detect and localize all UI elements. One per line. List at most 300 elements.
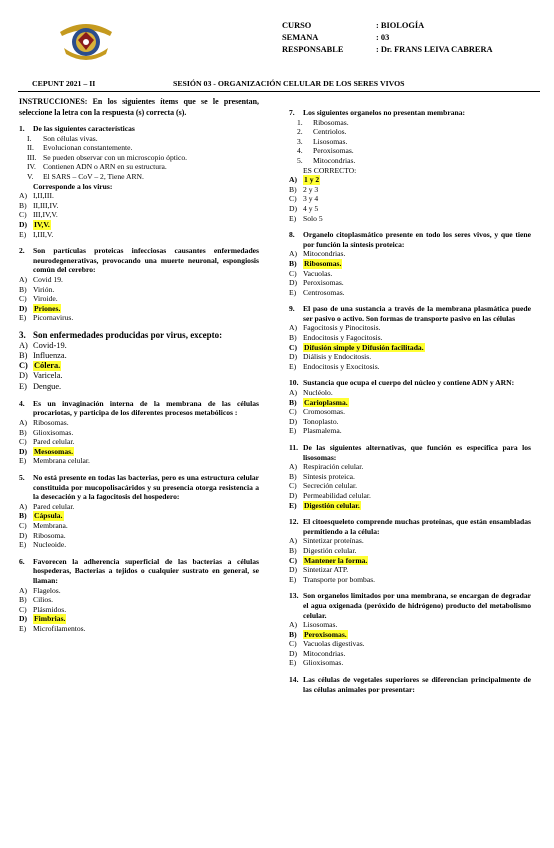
option-letter: E) xyxy=(19,456,27,466)
option-text: Lisosomas. xyxy=(303,620,338,630)
option-text: Nucléolo. xyxy=(303,388,333,398)
answer-option xyxy=(19,521,259,531)
meta-row xyxy=(282,44,493,56)
statement-number: 1. xyxy=(297,117,303,127)
statement-text: Son células vivas. xyxy=(43,133,98,143)
option-text: Vacuolas. xyxy=(303,268,333,278)
answer-option xyxy=(19,531,259,541)
question-text: Los siguientes organelos no presentan membrana: xyxy=(303,108,466,117)
meta-value: : Dr. FRANS LEIVA CABRERA xyxy=(376,45,493,54)
option-text: Ribosomas. xyxy=(304,258,342,268)
option-text: Varicela. xyxy=(33,371,63,381)
answer-option xyxy=(289,249,531,259)
answer-option xyxy=(19,285,259,295)
option-letter: C) xyxy=(289,407,297,417)
option-text: Centrosomas. xyxy=(303,287,345,297)
question-number: 11. xyxy=(289,443,299,452)
question-text: Son organelos limitados por una membrana, se encargan de degradar el agua oxigenada (peróxido de hidrógeno) producto del metabolismo celular. xyxy=(303,591,531,620)
question-number: 6. xyxy=(19,556,25,566)
statement-text: Centriolos. xyxy=(313,127,347,137)
answer-option xyxy=(289,575,531,585)
option-text: Mitocondrias. xyxy=(303,249,346,259)
question-stem xyxy=(289,443,531,462)
answer-option xyxy=(19,341,259,351)
statement-number: 3. xyxy=(297,136,303,146)
question-text: No está presente en todas las bacterias, pero es una estructura celular constituida por mucopolisacáridos y su presencia otorga resistencia a la desecación y a la fagocitosis del hospedero: xyxy=(33,473,259,502)
option-text: 4 y 5 xyxy=(303,203,319,213)
question-prompt: ES CORRECTO: xyxy=(303,165,357,175)
option-letter: E) xyxy=(289,287,297,297)
answer-option-correct xyxy=(289,343,531,353)
option-letter: E) xyxy=(19,381,27,391)
question-item xyxy=(289,230,531,297)
option-letter: B) xyxy=(289,629,297,639)
option-letter: A) xyxy=(19,585,28,595)
option-letter: E) xyxy=(289,213,297,223)
option-letter: C) xyxy=(289,555,298,565)
option-text: Pared celular. xyxy=(33,437,75,447)
option-letter: A) xyxy=(289,175,298,185)
question-item xyxy=(289,304,531,371)
option-letter: E) xyxy=(19,313,27,323)
answer-option xyxy=(19,382,259,392)
left-column xyxy=(19,96,259,641)
option-text: Priones. xyxy=(34,303,61,313)
statement-item xyxy=(19,172,259,182)
option-letter: D) xyxy=(289,416,298,426)
option-text: Digestión celular. xyxy=(303,545,357,555)
option-letter: E) xyxy=(19,623,27,633)
statement-item xyxy=(19,162,259,172)
question-text: Es un invaginación interna de la membrana de las células procariotas, y participa de los diferentes procesos metabólicos : xyxy=(33,398,259,418)
option-letter: B) xyxy=(19,427,27,437)
option-text: Sintetizar ATP. xyxy=(303,565,349,575)
statement-item xyxy=(289,137,531,147)
question-item xyxy=(289,443,531,510)
option-text: Pared celular. xyxy=(33,501,75,511)
option-text: Peroxisomas. xyxy=(303,278,344,288)
meta-key: CURSO xyxy=(282,21,312,30)
option-text: 3 y 4 xyxy=(303,194,319,204)
option-text: Endocitosis y Exocitosis. xyxy=(303,361,380,371)
statement-item xyxy=(19,143,259,153)
answer-option xyxy=(289,333,531,343)
question-item xyxy=(289,591,531,668)
option-text: Tonoplasto. xyxy=(303,416,339,426)
answer-option-correct xyxy=(19,511,259,521)
course-code: CEPUNT 2021 – II xyxy=(32,79,96,88)
question-text: Organelo citoplasmático presente en todo los seres vivos, y que tiene por función la síntesis proteica: xyxy=(303,230,531,249)
option-letter: B) xyxy=(19,200,27,210)
question-stem xyxy=(289,108,531,118)
question-item xyxy=(19,124,259,239)
option-text: 2 y 3 xyxy=(303,184,319,194)
question-text: De las siguientes alternativas, que función es específica para los lisosomas: xyxy=(303,443,531,462)
question-number: 8. xyxy=(289,230,295,240)
option-letter: B) xyxy=(19,351,28,361)
question-text: Son partículas proteicas infecciosas causantes enfermedades neurodegenerativas, provocando una muerte neuronal, espongiosis común del cerebro: xyxy=(33,246,259,275)
option-letter: E) xyxy=(289,361,297,371)
option-letter: A) xyxy=(19,340,28,350)
course-meta xyxy=(282,20,493,56)
option-letter: A) xyxy=(289,323,298,333)
option-text: Influenza. xyxy=(33,351,67,361)
answer-option xyxy=(19,502,259,512)
option-text: Flagelos. xyxy=(33,585,61,595)
option-letter: C) xyxy=(19,361,28,371)
option-text: Difusión simple y Difusión facilitada. xyxy=(304,342,424,352)
option-text: Glioxisomas. xyxy=(303,658,344,668)
option-letter: A) xyxy=(19,418,28,428)
answer-option-correct xyxy=(19,220,259,230)
answer-option-correct xyxy=(289,259,531,269)
option-text: Membrana celular. xyxy=(33,456,90,466)
question-item xyxy=(19,557,259,634)
answer-option-correct xyxy=(289,556,531,566)
session-title: SESIÓN 03 - ORGANIZACIÓN CELULAR DE LOS SERES VIVOS xyxy=(173,79,405,88)
question-item xyxy=(19,399,259,466)
answer-option xyxy=(289,388,531,398)
question-text: El paso de una sustancia a través de la membrana plasmática puede ser pasivo o activo. Son formas de transporte pasivo en las células xyxy=(303,304,531,323)
option-letter: C) xyxy=(19,294,27,304)
option-letter: B) xyxy=(289,397,297,407)
option-text: Cólera. xyxy=(34,361,61,371)
option-letter: D) xyxy=(289,565,298,575)
option-letter: A) xyxy=(289,388,298,398)
option-text: Ribosomas. xyxy=(33,418,69,428)
option-letter: A) xyxy=(289,536,298,546)
question-stem xyxy=(19,246,259,275)
statement-number: III. xyxy=(27,152,37,162)
answer-option-correct xyxy=(19,614,259,624)
option-text: Secreción celular. xyxy=(303,481,357,491)
option-text: Dengue. xyxy=(33,381,62,391)
option-text: Mitocondrias. xyxy=(303,648,346,658)
option-text: Endocitosis y Fagocitosis. xyxy=(303,333,383,343)
answer-option xyxy=(289,362,531,372)
option-letter: A) xyxy=(19,274,28,284)
answer-option xyxy=(19,428,259,438)
answer-option xyxy=(289,491,531,501)
question-item xyxy=(289,378,531,436)
header-divider xyxy=(18,91,540,92)
option-letter: C) xyxy=(289,639,297,649)
statement-item xyxy=(289,156,531,166)
option-text: Virión. xyxy=(33,284,55,294)
option-text: Permeabilidad celular. xyxy=(303,490,371,500)
statement-text: Lisosomas. xyxy=(313,136,348,146)
statement-text: Peroxisomas. xyxy=(313,146,354,156)
option-letter: B) xyxy=(19,595,27,605)
option-letter: D) xyxy=(19,371,28,381)
option-text: I,III,V. xyxy=(33,229,54,239)
question-stem xyxy=(19,399,259,418)
option-text: Vacuolas digestivas. xyxy=(303,639,365,649)
meta-key: SEMANA xyxy=(282,33,319,42)
answer-option xyxy=(19,456,259,466)
question-stem xyxy=(19,330,259,341)
option-text: IV,V. xyxy=(34,219,50,229)
question-number: 13. xyxy=(289,591,299,601)
option-text: Covid 19. xyxy=(33,274,63,284)
answer-option xyxy=(289,536,531,546)
option-letter: E) xyxy=(289,426,297,436)
option-letter: C) xyxy=(289,342,298,352)
answer-option xyxy=(19,201,259,211)
answer-option xyxy=(289,620,531,630)
statement-number: II. xyxy=(27,143,34,153)
answer-option xyxy=(19,605,259,615)
answer-option xyxy=(289,417,531,427)
answer-option xyxy=(19,191,259,201)
option-letter: E) xyxy=(289,658,297,668)
option-text: Cápsula. xyxy=(34,511,63,521)
university-seal-logo xyxy=(52,18,120,62)
statement-number: V. xyxy=(27,171,34,181)
question-text: Son enfermedades producidas por virus, excepto: xyxy=(33,329,223,340)
option-text: Membrana. xyxy=(33,521,68,531)
statement-text: Ribosomas. xyxy=(313,117,349,127)
option-letter: B) xyxy=(289,333,297,343)
answer-option xyxy=(19,624,259,634)
question-number: 1. xyxy=(19,124,25,133)
answer-option xyxy=(19,351,259,361)
option-text: Plasmalema. xyxy=(303,426,342,436)
question-number: 7. xyxy=(289,108,295,117)
answer-option xyxy=(19,586,259,596)
option-letter: D) xyxy=(289,490,298,500)
option-text: Solo 5 xyxy=(303,213,323,223)
option-letter: B) xyxy=(289,545,297,555)
statement-item xyxy=(19,153,259,163)
option-text: Transporte por bombas. xyxy=(303,574,376,584)
option-letter: C) xyxy=(19,437,27,447)
option-letter: C) xyxy=(289,194,297,204)
question-stem xyxy=(289,230,531,249)
answer-option-correct xyxy=(289,630,531,640)
answer-option xyxy=(289,481,531,491)
option-letter: A) xyxy=(289,620,298,630)
answer-option xyxy=(289,352,531,362)
statement-text: Mitocondrias. xyxy=(313,155,356,165)
answer-option xyxy=(19,418,259,428)
statement-item xyxy=(19,134,259,144)
answer-option xyxy=(289,658,531,668)
question-number: 4. xyxy=(19,398,25,408)
statement-text: El SARS – CoV – 2, Tiene ARN. xyxy=(43,171,144,181)
statement-item xyxy=(289,127,531,137)
answer-option-correct xyxy=(289,501,531,511)
question-stem xyxy=(289,675,531,694)
option-letter: E) xyxy=(289,500,297,510)
answer-option-correct xyxy=(289,398,531,408)
answer-option xyxy=(19,437,259,447)
option-text: Síntesis proteica. xyxy=(303,471,355,481)
option-text: Picornavirus. xyxy=(33,313,74,323)
answer-option xyxy=(289,288,531,298)
answer-option-correct xyxy=(289,175,531,185)
answer-option xyxy=(289,565,531,575)
instructions: INSTRUCCIONES: En los siguientes ítems que se le presentan, seleccione la letra con la respuesta (s) correcta (s). xyxy=(19,97,259,117)
option-letter: D) xyxy=(289,648,298,658)
option-letter: C) xyxy=(19,210,27,220)
option-letter: B) xyxy=(19,511,27,521)
option-text: I,II,III. xyxy=(33,191,54,201)
question-item xyxy=(19,473,259,550)
option-text: Sintetizar proteínas. xyxy=(303,536,364,546)
question-stem xyxy=(289,304,531,323)
answer-option xyxy=(19,540,259,550)
option-letter: D) xyxy=(19,530,28,540)
question-item xyxy=(289,675,531,694)
answer-option xyxy=(289,278,531,288)
answer-option-correct xyxy=(19,304,259,314)
option-text: Mantener la forma. xyxy=(304,555,368,565)
statement-number: 4. xyxy=(297,146,303,156)
option-text: Nucleoide. xyxy=(33,540,67,550)
question-text: Favorecen la adherencia superficial de las bacterias a células hospederas, Bacterias a tejidos o cualquier sustrato en general, se llaman: xyxy=(33,556,259,585)
option-text: Fimbrias. xyxy=(34,614,66,624)
option-letter: D) xyxy=(19,303,28,313)
answer-option xyxy=(19,294,259,304)
option-letter: C) xyxy=(289,268,297,278)
question-number: 2. xyxy=(19,246,25,256)
answer-option xyxy=(289,204,531,214)
option-text: Plásmidos. xyxy=(33,604,67,614)
statement-number: 5. xyxy=(297,155,303,165)
answer-option xyxy=(289,407,531,417)
answer-option xyxy=(19,371,259,381)
answer-option xyxy=(19,595,259,605)
option-text: Cromosomas. xyxy=(303,407,345,417)
answer-option xyxy=(289,269,531,279)
answer-option-correct xyxy=(19,361,259,371)
question-prompt: Corresponde a los virus: xyxy=(33,181,113,191)
option-letter: A) xyxy=(289,249,298,259)
option-letter: D) xyxy=(289,352,298,362)
statement-item xyxy=(289,118,531,128)
statement-number: 2. xyxy=(297,127,303,137)
statement-number: I. xyxy=(27,133,32,143)
question-text: Las células de vegetales superiores se diferencian principalmente de las células animales por presentar: xyxy=(303,675,531,694)
option-letter: D) xyxy=(19,219,28,229)
answer-option xyxy=(289,194,531,204)
question-number: 5. xyxy=(19,473,25,483)
statement-text: Contienen ADN o ARN en su estructura. xyxy=(43,162,167,172)
option-letter: D) xyxy=(19,614,28,624)
question-stem xyxy=(289,591,531,620)
question-item xyxy=(19,246,259,323)
option-text: Fagocitosis y Pinocitosis. xyxy=(303,323,381,333)
answer-option-correct xyxy=(19,447,259,457)
option-text: Cilios. xyxy=(33,595,54,605)
meta-key: RESPONSABLE xyxy=(282,45,344,54)
answer-option xyxy=(19,230,259,240)
option-text: 1 y 2 xyxy=(304,175,320,185)
answer-option xyxy=(19,313,259,323)
option-letter: B) xyxy=(289,184,297,194)
answer-option xyxy=(289,323,531,333)
answer-option xyxy=(289,472,531,482)
question-number: 10. xyxy=(289,378,299,388)
answer-option xyxy=(289,185,531,195)
option-text: Glioxisomas. xyxy=(33,427,74,437)
question-number: 14. xyxy=(289,675,299,685)
statement-number: IV. xyxy=(27,162,36,172)
option-text: Carioplasma. xyxy=(304,397,348,407)
option-text: Diálisis y Endocitosis. xyxy=(303,352,372,362)
meta-row xyxy=(282,20,493,32)
answer-option xyxy=(289,649,531,659)
option-letter: B) xyxy=(19,284,27,294)
meta-value: : 03 xyxy=(376,33,390,42)
statement-item xyxy=(289,146,531,156)
answer-option xyxy=(289,214,531,224)
answer-option xyxy=(289,639,531,649)
answer-option xyxy=(289,462,531,472)
option-letter: E) xyxy=(19,229,27,239)
option-text: Ribosoma. xyxy=(33,530,66,540)
question-number: 12. xyxy=(289,517,299,527)
question-text: Sustancia que ocupa el cuerpo del núcleo y contiene ADN y ARN: xyxy=(303,378,515,388)
option-letter: B) xyxy=(289,471,297,481)
answer-option xyxy=(19,275,259,285)
option-text: Mesosomas. xyxy=(34,446,74,456)
option-letter: E) xyxy=(19,540,27,550)
option-text: Viroide. xyxy=(33,294,58,304)
question-stem xyxy=(19,124,259,134)
question-item xyxy=(289,108,531,223)
question-stem xyxy=(289,378,531,388)
question-item xyxy=(19,330,259,392)
answer-option xyxy=(19,210,259,220)
option-letter: D) xyxy=(19,446,28,456)
option-text: Respiración celular. xyxy=(303,462,364,472)
option-text: III,IV,V. xyxy=(33,210,58,220)
option-letter: A) xyxy=(19,501,28,511)
question-number: 3. xyxy=(19,329,26,340)
answer-option xyxy=(289,546,531,556)
question-stem xyxy=(19,557,259,586)
meta-value: : BIOLOGÍA xyxy=(376,21,425,30)
option-text: Microfilamentos. xyxy=(33,623,86,633)
option-letter: C) xyxy=(289,481,297,491)
option-letter: A) xyxy=(289,462,298,472)
statement-text: Evolucionan constantemente. xyxy=(43,143,133,153)
option-letter: D) xyxy=(289,203,298,213)
option-letter: B) xyxy=(289,258,297,268)
option-letter: C) xyxy=(19,604,27,614)
option-text: Digestión celular. xyxy=(304,500,360,510)
option-letter: D) xyxy=(289,278,298,288)
option-letter: E) xyxy=(289,574,297,584)
option-text: II,III,IV. xyxy=(33,200,59,210)
question-text: De las siguientes características xyxy=(33,124,135,133)
option-letter: A) xyxy=(19,191,28,201)
option-text: Covid-19. xyxy=(33,340,67,350)
question-stem xyxy=(19,473,259,502)
option-text: Peroxisomas. xyxy=(304,629,347,639)
right-column xyxy=(289,108,531,701)
meta-row xyxy=(282,32,493,44)
question-item xyxy=(289,517,531,584)
statement-text: Se pueden observar con un microscopio óptico. xyxy=(43,152,188,162)
answer-option xyxy=(289,426,531,436)
question-number: 9. xyxy=(289,304,295,314)
question-stem xyxy=(289,517,531,536)
option-letter: C) xyxy=(19,521,27,531)
question-text: El citoesqueleto comprende muchas proteínas, que están ensambladas permitiendo a la célula: xyxy=(303,517,531,536)
